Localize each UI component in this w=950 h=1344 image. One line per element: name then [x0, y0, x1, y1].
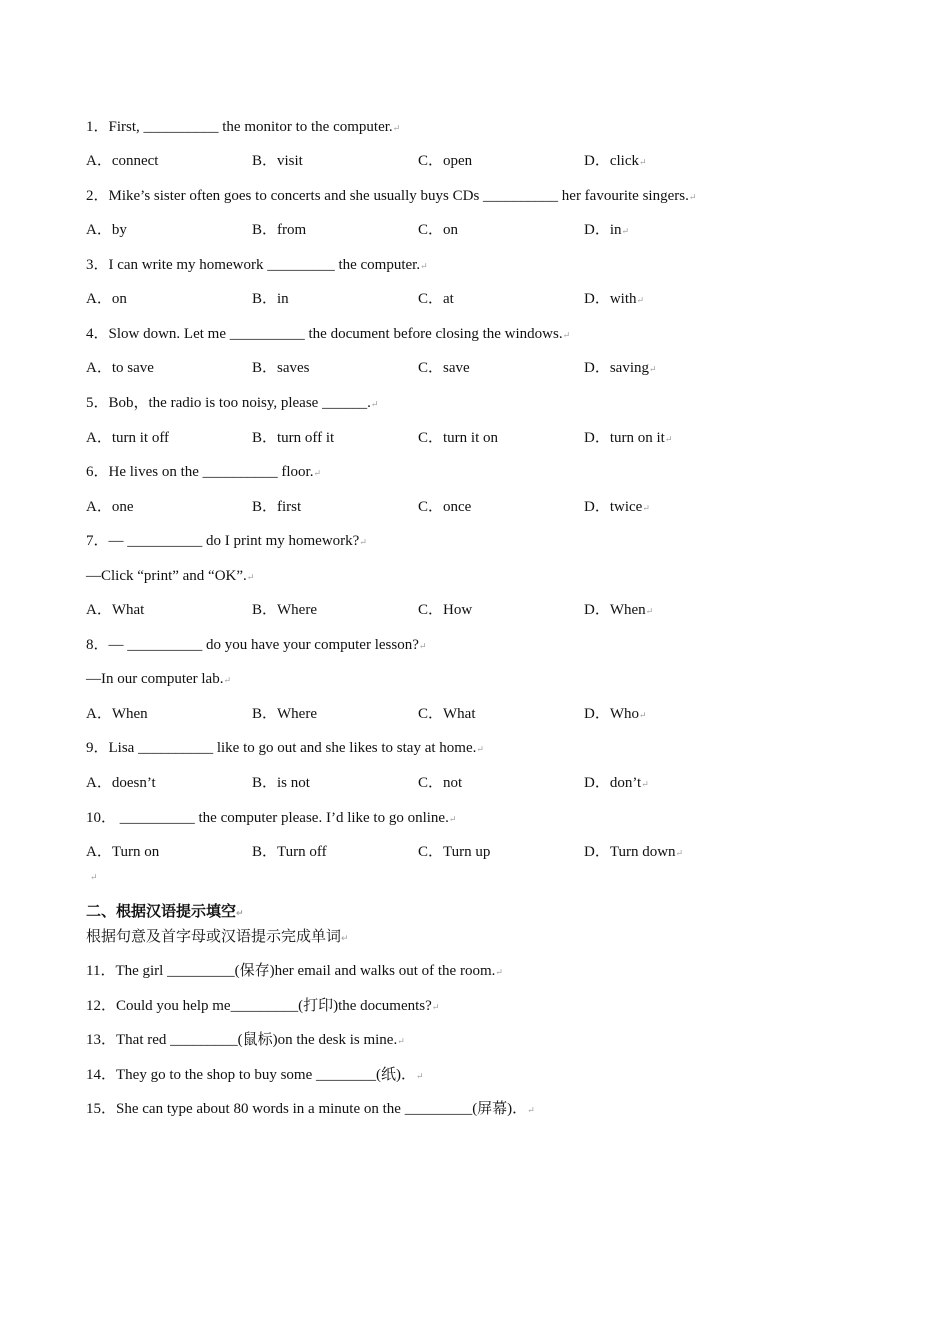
paragraph-mark-icon: ↵ — [370, 399, 379, 409]
q5-option-d — [584, 428, 672, 449]
q1-option-c: C．open — [418, 153, 473, 169]
q7-option-d — [584, 600, 653, 621]
question-6-stem — [86, 462, 321, 483]
q4-option-c: C．save — [418, 360, 470, 376]
q6-option-c: C．once — [418, 499, 472, 515]
q2-option-b: B．from — [252, 222, 307, 238]
question-text: 9．Lisa __________ like to go out and she likes to stay at home. — [86, 740, 477, 756]
paragraph-mark-icon: ↵ — [341, 934, 349, 944]
q10-option-a: A．Turn on — [86, 844, 160, 860]
q1-option-d — [584, 151, 647, 172]
question-text: 3．I can write my homework _________ the computer. — [86, 257, 421, 273]
item-text: 12．Could you help me_________(打印)the documents? — [86, 998, 432, 1014]
question-9-stem — [86, 738, 484, 759]
q8-option-d — [584, 704, 647, 725]
q5-option-c: C．turn it on — [418, 430, 499, 446]
paragraph-mark-icon: ↵ — [415, 1071, 424, 1081]
question-4-stem — [86, 324, 570, 345]
paragraph-mark-icon: ↵ — [223, 675, 232, 685]
fill-item-12 — [86, 996, 439, 1017]
paragraph-mark-icon: ↵ — [431, 1002, 440, 1012]
item-text: 13．That red _________(鼠标)on the desk is mine. — [86, 1032, 398, 1048]
option-text: D．with — [584, 291, 637, 307]
q9-option-c: C．not — [418, 775, 463, 791]
q10-option-c: C．Turn up — [418, 844, 491, 860]
q1-option-b: B．visit — [252, 153, 303, 169]
paragraph-mark-icon: ↵ — [664, 434, 673, 444]
question-5-stem — [86, 393, 378, 414]
q3-option-b: B．in — [252, 291, 289, 307]
paragraph-mark-icon: ↵ — [90, 872, 98, 882]
option-text: D．When — [584, 602, 646, 618]
paragraph-mark-icon: ↵ — [645, 606, 654, 616]
question-2-stem — [86, 186, 696, 207]
question-3-stem — [86, 255, 428, 276]
option-text: D．saving — [584, 360, 649, 376]
question-text: 2．Mike’s sister often goes to concerts and she usually buys CDs __________ her favourite singers. — [86, 188, 689, 204]
question-8-stem — [86, 635, 426, 656]
item-text: 14．They go to the shop to buy some ________(纸)． — [86, 1067, 416, 1083]
option-text: D．twice — [584, 499, 643, 515]
paragraph-mark-icon: ↵ — [688, 192, 697, 202]
paragraph-mark-icon: ↵ — [236, 909, 244, 919]
paragraph-mark-icon: ↵ — [313, 468, 322, 478]
q6-option-d — [584, 497, 650, 518]
item-text: 11．The girl _________(保存)her email and walks out of the room. — [86, 963, 496, 979]
paragraph-mark-icon: ↵ — [621, 226, 630, 236]
fill-item-15 — [86, 1099, 535, 1120]
heading-text: 二、根据汉语提示填空 — [86, 902, 237, 920]
paragraph-mark-icon: ↵ — [636, 295, 645, 305]
question-text: 6．He lives on the __________ floor. — [86, 464, 314, 480]
paragraph-mark-icon: ↵ — [562, 330, 571, 340]
paragraph-mark-icon: ↵ — [246, 572, 255, 582]
paragraph-mark-icon: ↵ — [392, 123, 401, 133]
paragraph-mark-icon: ↵ — [359, 537, 367, 547]
q7-option-b: B．Where — [252, 602, 317, 618]
question-text: 1．First, __________ the monitor to the computer. — [86, 119, 393, 135]
q5-option-b: B．turn off it — [252, 430, 335, 446]
q2-option-a: A．by — [86, 222, 127, 238]
q9-option-a: A．doesn’t — [86, 775, 156, 791]
q8-option-c: C．What — [418, 706, 476, 722]
q1-option-a: A．connect — [86, 153, 159, 169]
q4-option-a: A．to save — [86, 360, 154, 376]
q7-option-a: A．What — [86, 602, 145, 618]
option-text: D．don’t — [584, 775, 642, 791]
paragraph-mark-icon: ↵ — [649, 364, 657, 374]
empty-paragraph — [90, 868, 98, 885]
q10-option-d — [584, 842, 683, 863]
question-text: 10． __________ the computer please. I’d like to go online. — [86, 810, 449, 826]
question-7-reply — [86, 566, 254, 587]
reply-text: —In our computer lab. — [86, 671, 224, 687]
option-text: D．in — [584, 222, 622, 238]
instruction-text: 根据句意及首字母或汉语提示完成单词 — [86, 927, 342, 945]
section-2-instruction — [86, 926, 349, 949]
paragraph-mark-icon: ↵ — [495, 967, 503, 977]
paragraph-mark-icon: ↵ — [420, 261, 428, 271]
paragraph-mark-icon: ↵ — [675, 848, 684, 858]
q7-option-c: C．How — [418, 602, 473, 618]
q8-option-a: A．When — [86, 706, 148, 722]
q9-option-d — [584, 773, 649, 794]
q3-option-c: C．at — [418, 291, 454, 307]
paragraph-mark-icon: ↵ — [638, 157, 647, 167]
q2-option-d — [584, 220, 629, 241]
q4-option-b: B．saves — [252, 360, 310, 376]
question-text: 4．Slow down. Let me __________ the document before closing the windows. — [86, 326, 563, 342]
q3-option-a: A．on — [86, 291, 127, 307]
question-text: 8．— __________ do you have your computer lesson? — [86, 637, 419, 653]
q4-option-d — [584, 358, 657, 379]
option-text: D．click — [584, 153, 639, 169]
q8-option-b: B．Where — [252, 706, 317, 722]
q6-option-a: A．one — [86, 499, 134, 515]
question-text: 5．Bob，the radio is too noisy, please ______. — [86, 395, 371, 411]
item-text: 15．She can type about 80 words in a minute on the _________(屏幕)． — [86, 1101, 528, 1117]
question-8-reply — [86, 669, 231, 690]
question-7-stem — [86, 531, 367, 552]
paragraph-mark-icon: ↵ — [641, 779, 649, 789]
question-1-stem — [86, 117, 400, 138]
question-10-stem — [86, 808, 456, 829]
fill-item-14 — [86, 1065, 424, 1086]
q9-option-b: B．is not — [252, 775, 310, 791]
paragraph-mark-icon: ↵ — [527, 1105, 535, 1115]
q3-option-d — [584, 289, 644, 310]
paragraph-mark-icon: ↵ — [639, 710, 647, 720]
paragraph-mark-icon: ↵ — [476, 744, 484, 754]
paragraph-mark-icon: ↵ — [418, 641, 427, 651]
q2-option-c: C．on — [418, 222, 459, 238]
q5-option-a: A．turn it off — [86, 430, 170, 446]
q6-option-b: B．first — [252, 499, 302, 515]
paragraph-mark-icon: ↵ — [397, 1036, 405, 1046]
question-text: 7．— __________ do I print my homework? — [86, 533, 360, 549]
reply-text: —Click “print” and “OK”. — [86, 568, 247, 584]
option-text: D．Who — [584, 706, 639, 722]
paragraph-mark-icon: ↵ — [642, 503, 650, 513]
paragraph-mark-icon: ↵ — [448, 814, 457, 824]
option-text: D．Turn down — [584, 844, 676, 860]
q10-option-b: B．Turn off — [252, 844, 327, 860]
option-text: D．turn on it — [584, 430, 665, 446]
fill-item-13 — [86, 1030, 405, 1051]
fill-item-11 — [86, 961, 503, 982]
section-2-heading — [86, 901, 244, 924]
